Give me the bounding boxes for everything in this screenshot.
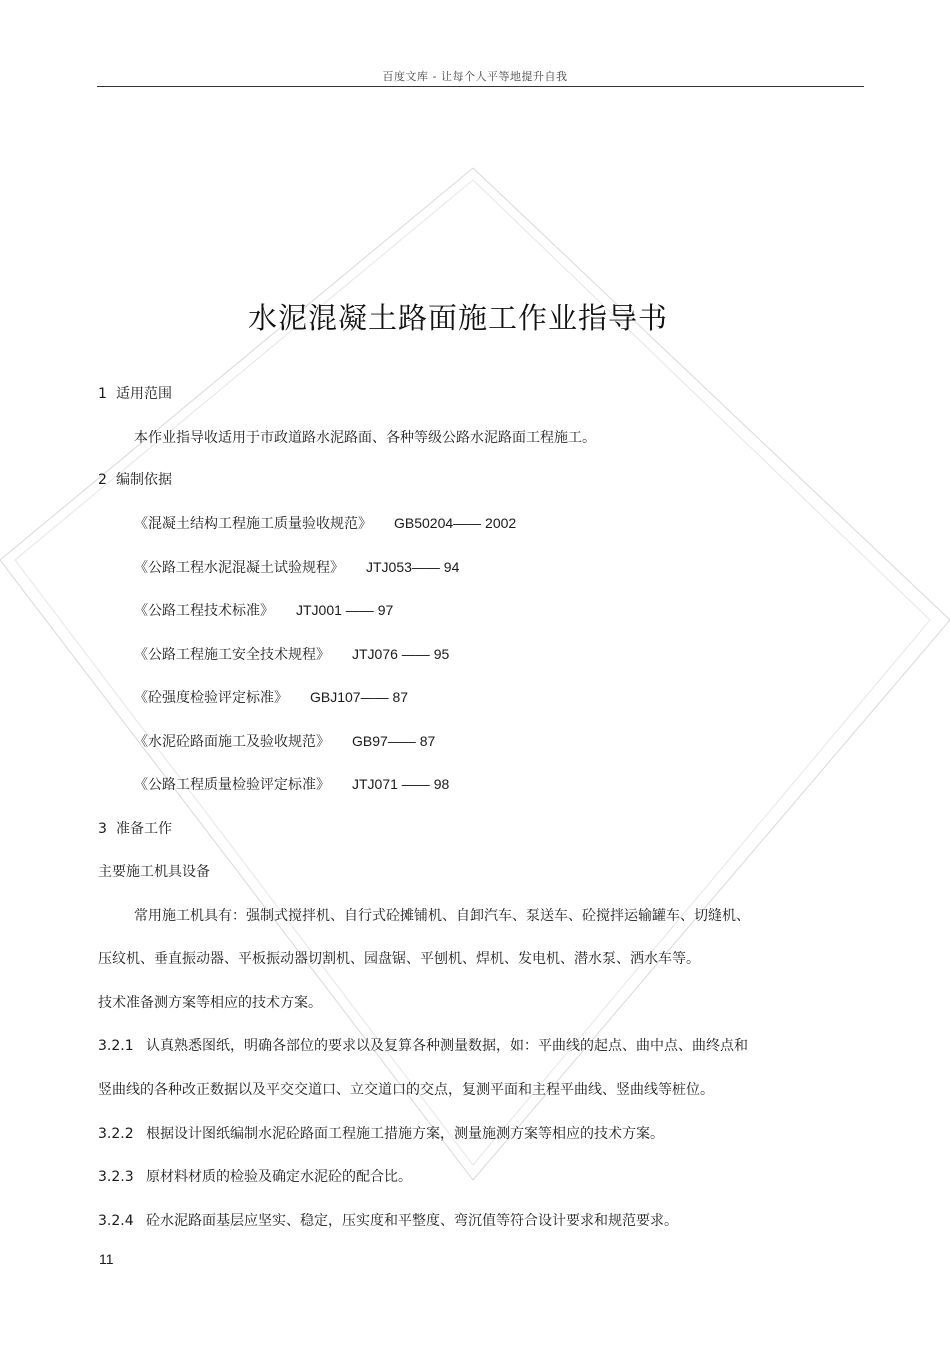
section-title: 编制依据 (116, 472, 172, 488)
standard-item (134, 731, 435, 751)
standard-item (134, 644, 449, 664)
clause-number: 3.2.4 (98, 1213, 134, 1229)
standard-code: JTJ071 —— 98 (352, 776, 450, 792)
clause-text: 砼水泥路面基层应坚实、稳定，压实度和平整度、弯沉值等符合设计要求和规范要求。 (146, 1213, 678, 1229)
document-title: 水泥混凝土路面施工作业指导书 (247, 301, 668, 335)
standard-name: 《砼强度检验评定标准》 (134, 690, 288, 706)
standard-code: JTJ001 —— 97 (296, 602, 394, 618)
standard-code: GB50204—— 2002 (394, 515, 517, 531)
standard-item (134, 557, 459, 577)
section-title: 准备工作 (116, 821, 172, 837)
standard-name: 《混凝土结构工程施工质量验收规范》 (134, 516, 372, 532)
section-number: 1 (98, 386, 107, 402)
clause-item (98, 1210, 678, 1230)
standard-code: JTJ076 —— 95 (352, 646, 450, 662)
standard-name: 《公路工程施工安全技术规程》 (134, 647, 330, 663)
equipment-paragraph-line: 常用施工机具有：强制式搅拌机、自行式砼摊铺机、自卸汽车、泵送车、砼搅拌运输罐车、切缝机、 (134, 908, 750, 924)
standard-item (134, 687, 408, 707)
page-number: 11 (99, 1251, 114, 1267)
clause-number: 3.2.3 (98, 1169, 134, 1185)
standard-name: 《公路工程质量检验评定标准》 (134, 777, 330, 793)
clause-item (98, 1123, 664, 1143)
standard-code: JTJ053—— 94 (366, 559, 460, 575)
section-1-heading (98, 383, 172, 403)
standard-item (134, 600, 393, 620)
standard-item (134, 774, 449, 794)
clause-item (98, 1166, 412, 1186)
section-number: 2 (98, 472, 107, 488)
equipment-paragraph-line: 压纹机、垂直振动器、平板振动器切割机、园盘锯、平刨机、焊机、发电机、潜水泵、洒水车等。 (98, 951, 700, 967)
section-2-heading (98, 469, 172, 489)
standard-code: GB97—— 87 (352, 733, 436, 749)
clause-item (98, 1035, 748, 1055)
clause-number: 3.2.2 (98, 1126, 134, 1142)
standard-code: GBJ107—— 87 (310, 689, 409, 705)
header-rule (97, 86, 864, 87)
section-3-heading (98, 818, 172, 838)
tech-prep-heading: 技术准备测方案等相应的技术方案。 (98, 995, 322, 1011)
clause-number: 3.2.1 (98, 1038, 134, 1054)
section-title: 适用范围 (116, 386, 172, 402)
section-1-body: 本作业指导收适用于市政道路水泥路面、各种等级公路水泥路面工程施工。 (134, 430, 596, 446)
section-number: 3 (98, 821, 107, 837)
standard-name: 《水泥砼路面施工及验收规范》 (134, 734, 330, 750)
clause-text: 原材料材质的检验及确定水泥砼的配合比。 (146, 1169, 412, 1185)
clause-text: 根据设计图纸编制水泥砼路面工程施工措施方案，测量施测方案等相应的技术方案。 (146, 1126, 664, 1142)
standard-name: 《公路工程水泥混凝土试验规程》 (134, 560, 344, 576)
clause-text: 认真熟悉图纸，明确各部位的要求以及复算各种测量数据，如：平曲线的起点、曲中点、曲终点和 (146, 1038, 748, 1054)
clause-continuation: 竖曲线的各种改正数据以及平交交道口、立交道口的交点，复测平面和主程平曲线、竖曲线等桩位。 (98, 1082, 714, 1098)
subsection-heading: 主要施工机具设备 (98, 864, 210, 880)
page-header: 百度文库 - 让每个人平等地提升自我 (382, 70, 568, 83)
standard-item (134, 513, 516, 533)
standard-name: 《公路工程技术标准》 (134, 603, 274, 619)
